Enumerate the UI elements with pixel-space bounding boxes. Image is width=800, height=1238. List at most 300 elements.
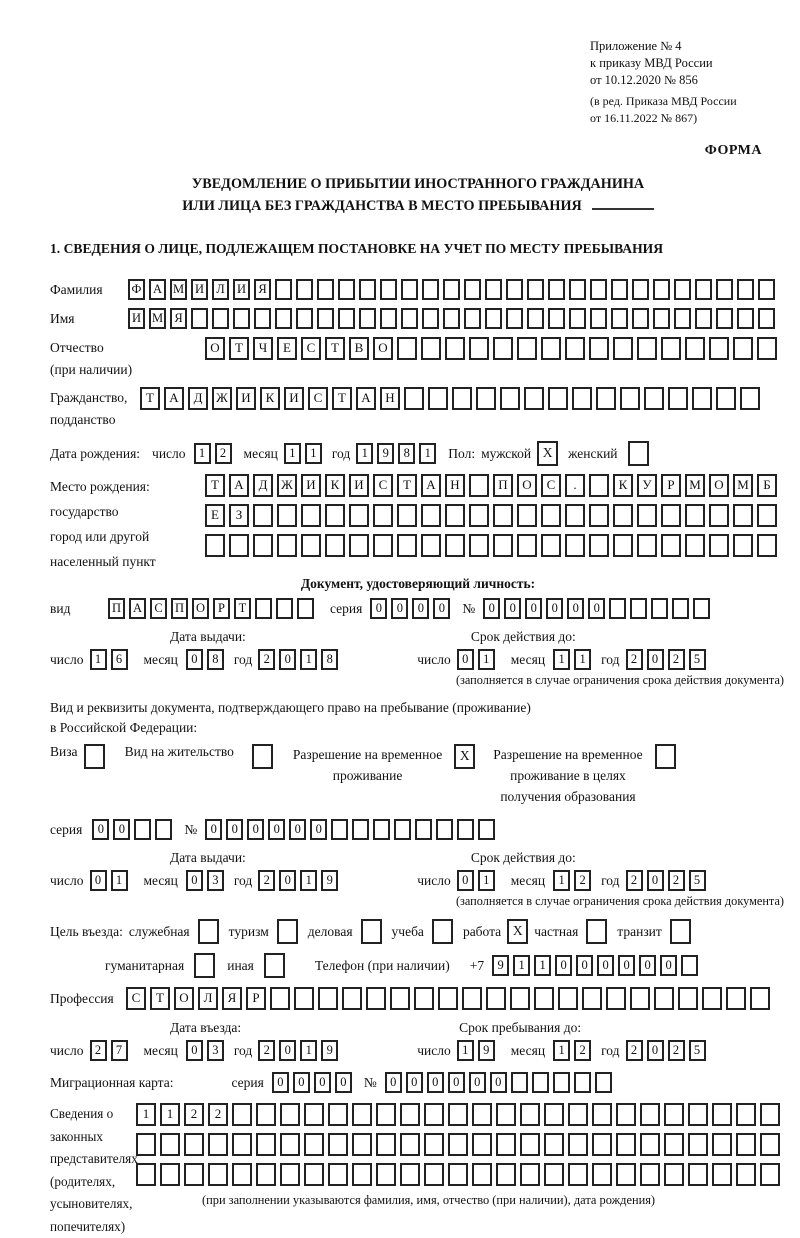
char-cell[interactable]: Н — [445, 474, 465, 497]
char-cell[interactable]: Р — [246, 987, 266, 1010]
char-cell[interactable] — [436, 819, 453, 840]
char-cell[interactable] — [527, 279, 544, 300]
char-cell[interactable] — [565, 337, 585, 360]
char-cell[interactable]: 0 — [576, 955, 593, 976]
char-cell[interactable] — [422, 308, 439, 329]
char-cell[interactable] — [685, 504, 705, 527]
char-cell[interactable]: А — [129, 598, 146, 619]
char-cell[interactable]: 9 — [478, 1040, 495, 1061]
char-cell[interactable] — [445, 504, 465, 527]
char-cell[interactable] — [496, 1163, 516, 1186]
char-cell[interactable] — [400, 1133, 420, 1156]
char-cell[interactable] — [376, 1103, 396, 1126]
char-cell[interactable] — [421, 337, 441, 360]
char-cell[interactable]: 0 — [433, 598, 450, 619]
char-cell[interactable]: 2 — [258, 1040, 275, 1061]
char-cell[interactable] — [524, 387, 544, 410]
char-cell[interactable] — [277, 504, 297, 527]
char-cell[interactable] — [558, 987, 578, 1010]
char-cell[interactable] — [733, 337, 753, 360]
char-cell[interactable]: И — [191, 279, 208, 300]
purpose-humanitarian-checkbox[interactable] — [194, 953, 215, 978]
char-cell[interactable] — [328, 1133, 348, 1156]
char-cell[interactable] — [424, 1133, 444, 1156]
char-cell[interactable]: 1 — [419, 443, 436, 464]
char-cell[interactable] — [464, 308, 481, 329]
char-cell[interactable]: 2 — [184, 1103, 204, 1126]
char-cell[interactable] — [294, 987, 314, 1010]
char-cell[interactable]: К — [613, 474, 633, 497]
char-cell[interactable] — [464, 279, 481, 300]
char-cell[interactable] — [280, 1103, 300, 1126]
char-cell[interactable] — [328, 1163, 348, 1186]
char-cell[interactable] — [569, 308, 586, 329]
char-cell[interactable] — [569, 279, 586, 300]
char-cell[interactable] — [616, 1103, 636, 1126]
char-cell[interactable] — [517, 337, 537, 360]
char-cell[interactable]: С — [308, 387, 328, 410]
char-cell[interactable] — [205, 534, 225, 557]
char-cell[interactable] — [640, 1163, 660, 1186]
char-cell[interactable] — [630, 987, 650, 1010]
char-cell[interactable] — [253, 504, 273, 527]
char-cell[interactable]: 9 — [492, 955, 509, 976]
char-cell[interactable] — [541, 337, 561, 360]
char-cell[interactable]: 0 — [597, 955, 614, 976]
char-cell[interactable] — [590, 308, 607, 329]
char-cell[interactable]: 0 — [457, 870, 474, 891]
char-cell[interactable]: Л — [212, 279, 229, 300]
char-cell[interactable] — [352, 1163, 372, 1186]
char-cell[interactable] — [548, 279, 565, 300]
char-cell[interactable] — [208, 1133, 228, 1156]
char-cell[interactable]: 0 — [370, 598, 387, 619]
char-cell[interactable] — [256, 1163, 276, 1186]
char-cell[interactable] — [758, 308, 775, 329]
char-cell[interactable]: Ч — [253, 337, 273, 360]
char-cell[interactable] — [693, 598, 710, 619]
char-cell[interactable] — [317, 308, 334, 329]
residence-permit-checkbox[interactable] — [252, 744, 273, 769]
char-cell[interactable]: 6 — [111, 649, 128, 670]
char-cell[interactable]: Т — [205, 474, 225, 497]
char-cell[interactable]: И — [301, 474, 321, 497]
char-cell[interactable] — [485, 308, 502, 329]
char-cell[interactable]: 2 — [668, 1040, 685, 1061]
char-cell[interactable]: М — [685, 474, 705, 497]
char-cell[interactable] — [510, 987, 530, 1010]
char-cell[interactable]: 0 — [406, 1072, 423, 1093]
char-cell[interactable]: 0 — [588, 598, 605, 619]
char-cell[interactable] — [674, 308, 691, 329]
char-cell[interactable] — [485, 279, 502, 300]
char-cell[interactable]: 3 — [207, 1040, 224, 1061]
char-cell[interactable] — [443, 308, 460, 329]
char-cell[interactable]: 1 — [513, 955, 530, 976]
char-cell[interactable] — [448, 1163, 468, 1186]
char-cell[interactable]: Ж — [212, 387, 232, 410]
char-cell[interactable] — [296, 279, 313, 300]
char-cell[interactable] — [472, 1103, 492, 1126]
char-cell[interactable] — [590, 279, 607, 300]
char-cell[interactable]: А — [149, 279, 166, 300]
char-cell[interactable]: 1 — [194, 443, 211, 464]
char-cell[interactable] — [301, 504, 321, 527]
char-cell[interactable] — [493, 337, 513, 360]
char-cell[interactable] — [672, 598, 689, 619]
char-cell[interactable]: 0 — [205, 819, 222, 840]
char-cell[interactable]: И — [236, 387, 256, 410]
char-cell[interactable] — [232, 1163, 252, 1186]
char-cell[interactable] — [380, 308, 397, 329]
char-cell[interactable]: 9 — [321, 870, 338, 891]
char-cell[interactable]: 2 — [208, 1103, 228, 1126]
char-cell[interactable] — [685, 534, 705, 557]
char-cell[interactable]: И — [284, 387, 304, 410]
char-cell[interactable]: 1 — [300, 870, 317, 891]
char-cell[interactable] — [736, 1133, 756, 1156]
char-cell[interactable] — [155, 819, 172, 840]
char-cell[interactable] — [532, 1072, 549, 1093]
char-cell[interactable] — [401, 279, 418, 300]
char-cell[interactable] — [611, 279, 628, 300]
char-cell[interactable]: З — [229, 504, 249, 527]
char-cell[interactable]: 0 — [639, 955, 656, 976]
char-cell[interactable]: 0 — [412, 598, 429, 619]
char-cell[interactable]: 2 — [626, 1040, 643, 1061]
char-cell[interactable] — [688, 1163, 708, 1186]
char-cell[interactable] — [397, 504, 417, 527]
char-cell[interactable]: П — [108, 598, 125, 619]
char-cell[interactable] — [448, 1103, 468, 1126]
char-cell[interactable] — [520, 1103, 540, 1126]
char-cell[interactable] — [325, 534, 345, 557]
char-cell[interactable]: Т — [397, 474, 417, 497]
char-cell[interactable]: 2 — [668, 649, 685, 670]
char-cell[interactable] — [275, 279, 292, 300]
char-cell[interactable]: 0 — [335, 1072, 352, 1093]
char-cell[interactable] — [296, 308, 313, 329]
char-cell[interactable]: А — [229, 474, 249, 497]
char-cell[interactable] — [661, 337, 681, 360]
char-cell[interactable]: 9 — [321, 1040, 338, 1061]
char-cell[interactable]: 0 — [448, 1072, 465, 1093]
char-cell[interactable]: С — [150, 598, 167, 619]
char-cell[interactable]: 0 — [289, 819, 306, 840]
char-cell[interactable]: Р — [213, 598, 230, 619]
char-cell[interactable]: О — [192, 598, 209, 619]
char-cell[interactable]: 0 — [186, 1040, 203, 1061]
char-cell[interactable] — [606, 987, 626, 1010]
char-cell[interactable] — [349, 504, 369, 527]
char-cell[interactable] — [709, 337, 729, 360]
char-cell[interactable] — [613, 504, 633, 527]
char-cell[interactable] — [568, 1163, 588, 1186]
char-cell[interactable]: 0 — [457, 649, 474, 670]
char-cell[interactable]: 0 — [272, 1072, 289, 1093]
char-cell[interactable] — [280, 1133, 300, 1156]
char-cell[interactable] — [709, 534, 729, 557]
char-cell[interactable]: 2 — [258, 870, 275, 891]
char-cell[interactable] — [637, 504, 657, 527]
char-cell[interactable] — [496, 1133, 516, 1156]
char-cell[interactable] — [736, 1103, 756, 1126]
char-cell[interactable] — [527, 308, 544, 329]
char-cell[interactable] — [394, 819, 411, 840]
char-cell[interactable] — [712, 1103, 732, 1126]
char-cell[interactable] — [352, 1103, 372, 1126]
char-cell[interactable]: К — [260, 387, 280, 410]
char-cell[interactable] — [553, 1072, 570, 1093]
char-cell[interactable] — [520, 1133, 540, 1156]
char-cell[interactable]: 0 — [525, 598, 542, 619]
char-cell[interactable]: С — [373, 474, 393, 497]
char-cell[interactable] — [653, 308, 670, 329]
char-cell[interactable]: 0 — [186, 870, 203, 891]
char-cell[interactable]: О — [205, 337, 225, 360]
temp-permit-checkbox[interactable]: X — [454, 744, 475, 769]
char-cell[interactable] — [750, 987, 770, 1010]
char-cell[interactable]: Я — [170, 308, 187, 329]
char-cell[interactable]: 0 — [279, 649, 296, 670]
char-cell[interactable] — [233, 308, 250, 329]
char-cell[interactable] — [376, 1133, 396, 1156]
char-cell[interactable] — [616, 1133, 636, 1156]
char-cell[interactable] — [191, 308, 208, 329]
char-cell[interactable] — [255, 598, 272, 619]
char-cell[interactable] — [737, 279, 754, 300]
char-cell[interactable]: 0 — [490, 1072, 507, 1093]
char-cell[interactable] — [620, 387, 640, 410]
char-cell[interactable] — [304, 1163, 324, 1186]
char-cell[interactable] — [276, 598, 293, 619]
char-cell[interactable]: 0 — [391, 598, 408, 619]
char-cell[interactable] — [632, 279, 649, 300]
char-cell[interactable] — [544, 1163, 564, 1186]
char-cell[interactable] — [544, 1103, 564, 1126]
char-cell[interactable] — [568, 1103, 588, 1126]
char-cell[interactable]: 2 — [668, 870, 685, 891]
char-cell[interactable]: М — [733, 474, 753, 497]
char-cell[interactable]: И — [349, 474, 369, 497]
char-cell[interactable] — [534, 987, 554, 1010]
char-cell[interactable] — [208, 1163, 228, 1186]
char-cell[interactable] — [136, 1133, 156, 1156]
char-cell[interactable]: Л — [198, 987, 218, 1010]
char-cell[interactable] — [637, 534, 657, 557]
char-cell[interactable]: 5 — [689, 870, 706, 891]
char-cell[interactable]: 0 — [279, 1040, 296, 1061]
char-cell[interactable]: 2 — [626, 870, 643, 891]
char-cell[interactable] — [736, 1163, 756, 1186]
char-cell[interactable] — [376, 1163, 396, 1186]
char-cell[interactable] — [160, 1163, 180, 1186]
char-cell[interactable]: Я — [254, 279, 271, 300]
char-cell[interactable] — [726, 987, 746, 1010]
char-cell[interactable]: Т — [229, 337, 249, 360]
char-cell[interactable] — [611, 308, 628, 329]
char-cell[interactable] — [674, 279, 691, 300]
char-cell[interactable] — [760, 1103, 780, 1126]
char-cell[interactable] — [438, 987, 458, 1010]
char-cell[interactable]: 0 — [647, 870, 664, 891]
char-cell[interactable]: С — [126, 987, 146, 1010]
char-cell[interactable]: 0 — [226, 819, 243, 840]
char-cell[interactable] — [609, 598, 626, 619]
char-cell[interactable] — [397, 337, 417, 360]
char-cell[interactable] — [253, 534, 273, 557]
purpose-tourism-checkbox[interactable] — [277, 919, 298, 944]
char-cell[interactable] — [592, 1103, 612, 1126]
purpose-private-checkbox[interactable] — [586, 919, 607, 944]
char-cell[interactable]: А — [164, 387, 184, 410]
char-cell[interactable] — [565, 504, 585, 527]
char-cell[interactable] — [681, 955, 698, 976]
char-cell[interactable]: 5 — [689, 1040, 706, 1061]
char-cell[interactable]: А — [356, 387, 376, 410]
char-cell[interactable] — [229, 534, 249, 557]
char-cell[interactable]: 0 — [618, 955, 635, 976]
char-cell[interactable] — [280, 1163, 300, 1186]
char-cell[interactable]: И — [233, 279, 250, 300]
char-cell[interactable] — [469, 504, 489, 527]
char-cell[interactable]: 1 — [356, 443, 373, 464]
char-cell[interactable] — [472, 1163, 492, 1186]
char-cell[interactable]: Т — [150, 987, 170, 1010]
char-cell[interactable] — [632, 308, 649, 329]
char-cell[interactable]: М — [170, 279, 187, 300]
char-cell[interactable] — [664, 1133, 684, 1156]
char-cell[interactable] — [517, 534, 537, 557]
purpose-work-checkbox[interactable]: X — [507, 919, 528, 944]
char-cell[interactable]: О — [517, 474, 537, 497]
char-cell[interactable]: Е — [277, 337, 297, 360]
purpose-other-checkbox[interactable] — [264, 953, 285, 978]
char-cell[interactable] — [733, 534, 753, 557]
char-cell[interactable] — [338, 308, 355, 329]
visa-checkbox[interactable] — [84, 744, 105, 769]
char-cell[interactable] — [486, 987, 506, 1010]
char-cell[interactable]: 0 — [469, 1072, 486, 1093]
char-cell[interactable]: 1 — [111, 870, 128, 891]
char-cell[interactable]: О — [709, 474, 729, 497]
char-cell[interactable] — [737, 308, 754, 329]
char-cell[interactable] — [664, 1103, 684, 1126]
char-cell[interactable]: 1 — [553, 1040, 570, 1061]
char-cell[interactable] — [653, 279, 670, 300]
char-cell[interactable] — [404, 387, 424, 410]
char-cell[interactable]: 1 — [457, 1040, 474, 1061]
char-cell[interactable] — [541, 534, 561, 557]
purpose-transit-checkbox[interactable] — [670, 919, 691, 944]
char-cell[interactable] — [256, 1133, 276, 1156]
char-cell[interactable] — [134, 819, 151, 840]
char-cell[interactable] — [421, 504, 441, 527]
char-cell[interactable] — [757, 534, 777, 557]
char-cell[interactable]: 0 — [546, 598, 563, 619]
char-cell[interactable] — [640, 1133, 660, 1156]
char-cell[interactable] — [716, 387, 736, 410]
char-cell[interactable] — [275, 308, 292, 329]
char-cell[interactable]: Д — [253, 474, 273, 497]
char-cell[interactable] — [277, 534, 297, 557]
char-cell[interactable] — [304, 1133, 324, 1156]
char-cell[interactable] — [325, 504, 345, 527]
char-cell[interactable]: 2 — [574, 1040, 591, 1061]
char-cell[interactable]: 0 — [186, 649, 203, 670]
char-cell[interactable] — [443, 279, 460, 300]
char-cell[interactable] — [380, 279, 397, 300]
char-cell[interactable] — [445, 337, 465, 360]
char-cell[interactable]: 0 — [92, 819, 109, 840]
char-cell[interactable] — [352, 1133, 372, 1156]
char-cell[interactable]: 1 — [300, 1040, 317, 1061]
char-cell[interactable] — [613, 534, 633, 557]
char-cell[interactable] — [160, 1133, 180, 1156]
char-cell[interactable] — [548, 308, 565, 329]
char-cell[interactable]: А — [421, 474, 441, 497]
char-cell[interactable] — [184, 1163, 204, 1186]
edu-permit-checkbox[interactable] — [655, 744, 676, 769]
char-cell[interactable]: Б — [757, 474, 777, 497]
char-cell[interactable]: 8 — [398, 443, 415, 464]
char-cell[interactable] — [256, 1103, 276, 1126]
char-cell[interactable]: 0 — [247, 819, 264, 840]
char-cell[interactable]: С — [541, 474, 561, 497]
char-cell[interactable] — [428, 387, 448, 410]
char-cell[interactable]: Ж — [277, 474, 297, 497]
char-cell[interactable] — [469, 337, 489, 360]
char-cell[interactable]: С — [301, 337, 321, 360]
char-cell[interactable]: 0 — [483, 598, 500, 619]
char-cell[interactable] — [589, 504, 609, 527]
char-cell[interactable]: М — [149, 308, 166, 329]
char-cell[interactable] — [297, 598, 314, 619]
char-cell[interactable] — [651, 598, 668, 619]
char-cell[interactable]: 2 — [258, 649, 275, 670]
char-cell[interactable] — [301, 534, 321, 557]
char-cell[interactable] — [400, 1103, 420, 1126]
char-cell[interactable] — [506, 308, 523, 329]
char-cell[interactable] — [757, 504, 777, 527]
char-cell[interactable] — [493, 534, 513, 557]
char-cell[interactable] — [664, 1163, 684, 1186]
char-cell[interactable]: 0 — [555, 955, 572, 976]
purpose-study-checkbox[interactable] — [432, 919, 453, 944]
sex-male-checkbox[interactable]: X — [537, 441, 558, 466]
char-cell[interactable]: Ф — [128, 279, 145, 300]
char-cell[interactable] — [493, 504, 513, 527]
char-cell[interactable] — [373, 819, 390, 840]
char-cell[interactable]: 1 — [160, 1103, 180, 1126]
char-cell[interactable] — [424, 1103, 444, 1126]
char-cell[interactable]: 0 — [268, 819, 285, 840]
char-cell[interactable] — [716, 308, 733, 329]
char-cell[interactable]: 5 — [689, 649, 706, 670]
char-cell[interactable] — [338, 279, 355, 300]
char-cell[interactable] — [712, 1133, 732, 1156]
char-cell[interactable] — [692, 387, 712, 410]
char-cell[interactable]: 0 — [660, 955, 677, 976]
char-cell[interactable]: 0 — [504, 598, 521, 619]
char-cell[interactable] — [373, 504, 393, 527]
char-cell[interactable]: 2 — [215, 443, 232, 464]
char-cell[interactable] — [589, 534, 609, 557]
char-cell[interactable]: 1 — [305, 443, 322, 464]
char-cell[interactable]: 1 — [478, 870, 495, 891]
char-cell[interactable] — [541, 504, 561, 527]
char-cell[interactable] — [448, 1133, 468, 1156]
